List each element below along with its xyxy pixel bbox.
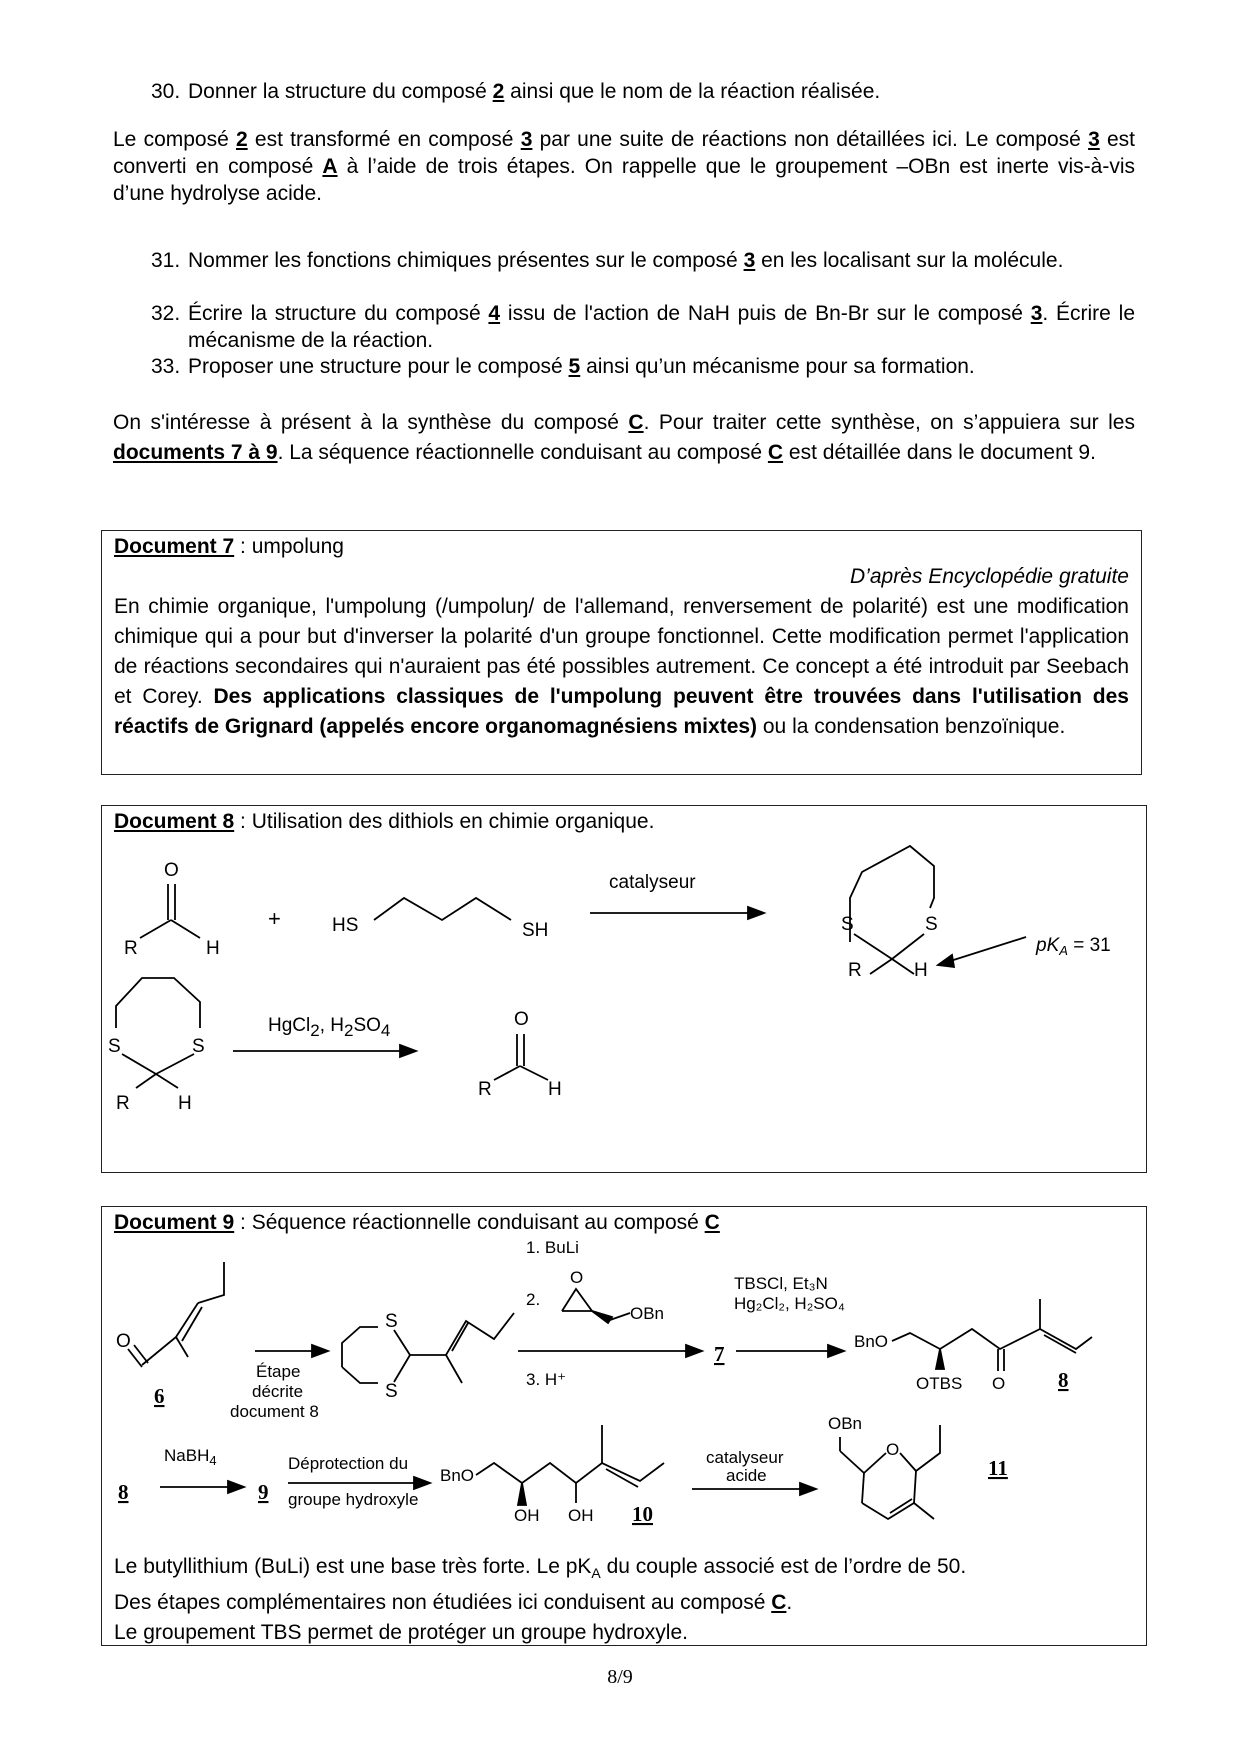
svg-text:S: S (925, 914, 938, 935)
svg-text:H: H (914, 960, 928, 981)
svg-text:H: H (206, 938, 220, 959)
reagent-hg: Hg₂Cl₂, H₂SO₄ (734, 1294, 845, 1313)
dithiane-intermediate-structure (342, 1311, 514, 1402)
svg-text:O: O (992, 1374, 1006, 1393)
reagents-label: HgCl2, H2SO4 (268, 1015, 391, 1040)
intro-paragraph-1: Le composé 2 est transformé en composé 3 par une suite de réactions non détaillées ici. Le composé 3 est converti en composé A à l’aide de trois étapes. On rappelle que le groupement –OBn est inerte vis-à-vis d’une hydrolyse acide. (113, 128, 1136, 205)
svg-text:S: S (192, 1036, 205, 1057)
deprotection-line2: groupe hydroxyle (288, 1490, 419, 1509)
svg-text:H: H (548, 1079, 562, 1100)
step-description-line2: décrite (252, 1382, 304, 1401)
question-number: 30. (151, 80, 181, 103)
step-description-line1: Étape (256, 1362, 301, 1381)
aldehyde-structure (124, 860, 220, 959)
plus-sign: + (268, 906, 281, 931)
intro-paragraph-2: On s'intéresse à présent à la synthèse du composé C. Pour traiter cette synthèse, on s’appuiera sur les documents 7 à 9. La séquence réactionnelle conduisant au composé C est détaillée dans le document 9. (113, 411, 1135, 464)
compound-9-number: 9 (258, 1480, 269, 1504)
pka-arrow (938, 937, 1026, 967)
svg-text:OH: OH (568, 1506, 594, 1525)
reaction-arrow (590, 907, 764, 919)
document-7-title: Document 7 : umpolung (114, 535, 344, 558)
compound-10-number: 10 (632, 1502, 653, 1526)
deprotection-line1: Déprotection du (288, 1454, 409, 1473)
svg-text:S: S (841, 914, 854, 935)
reagent-step-3: 3. H⁺ (526, 1370, 567, 1389)
svg-text:OBn: OBn (630, 1304, 665, 1323)
reagent-tbs: TBSCl, Et₃N (734, 1274, 828, 1293)
propanedithiol-structure (332, 898, 548, 941)
dithiane-reactant-structure (108, 978, 205, 1114)
catalyst-line2: acide (726, 1466, 767, 1485)
arrow-nabh4 (160, 1481, 244, 1493)
compound-11-structure (828, 1414, 940, 1519)
svg-text:BnO: BnO (854, 1332, 889, 1351)
step-description-line3: document 8 (230, 1402, 319, 1421)
svg-text:OBn: OBn (828, 1414, 863, 1433)
svg-text:R: R (124, 938, 138, 959)
compound-11-number: 11 (988, 1456, 1008, 1480)
epoxide-structure (562, 1268, 664, 1323)
reagent-buli: 1. BuLi (526, 1238, 579, 1257)
pka-label: $pK_A = 31$ (1036, 935, 1111, 958)
reagent-step-2: 2. (526, 1290, 541, 1309)
aldehyde-product-structure (478, 1009, 562, 1100)
catalyst-line1: catalyseur (706, 1448, 784, 1467)
svg-text:SH: SH (522, 920, 549, 941)
arrow-step-3 (736, 1345, 844, 1357)
svg-text:S: S (385, 1381, 398, 1402)
document-9-box (101, 1206, 1147, 1646)
svg-text:OH: OH (514, 1506, 540, 1525)
svg-text:OTBS: OTBS (916, 1374, 963, 1393)
svg-text:O: O (570, 1268, 584, 1287)
arrow-deprotection (288, 1477, 430, 1489)
svg-text:BnO: BnO (440, 1466, 475, 1485)
document-8-scheme (102, 806, 1148, 1174)
svg-text:R: R (116, 1093, 130, 1114)
document-7-box (101, 530, 1142, 775)
document-8-box (101, 805, 1147, 1173)
question-30: 30. Donner la structure du composé 2 ainsi que le nom de la réaction réalisée. (151, 80, 881, 103)
compound-8-number-row2: 8 (118, 1480, 129, 1504)
document-9-notes: Le butyllithium (BuLi) est une base très forte. Le $pK_A$ du couple associé est de l’ordre de 50. Des étapes complémentaires non étudiées ici conduisent au composé C. Le groupement TBS permet de protéger un groupe hydroxyle. (114, 1555, 967, 1645)
compound-6-structure (116, 1262, 224, 1367)
svg-text:R: R (478, 1079, 492, 1100)
dithiane-product-structure (841, 846, 938, 981)
svg-text:O: O (514, 1009, 529, 1030)
compound-7-number: 7 (714, 1342, 725, 1366)
document-7-body: En chimie organique, l'umpolung (/umpoluŋ/ de l'allemand, renversement de polarité) est une modification chimique qui a pour but d'inverser la polarité d'un groupe fonctionnel. Cette modification permet l'application de réactions secondaires qui n'auraient pas été possibles autrement. Ce concept a été introduit par Seebach et Corey. Des applications classiques de l'umpolung peuvent être trouvées dans l'utilisation des réactifs de Grignard (appelés encore organomagnésiens mixtes) ou la condensation benzoïnique. (114, 595, 1129, 738)
reaction-arrow-2 (233, 1045, 416, 1057)
page-number: 8/9 (607, 1666, 633, 1688)
document-7-source: D’après Encyclopédie gratuite (850, 565, 1129, 588)
arrow-step-2 (518, 1345, 702, 1357)
svg-text:O: O (116, 1331, 131, 1352)
compound-6-number: 6 (154, 1384, 165, 1408)
arrow-step-1 (255, 1345, 328, 1357)
svg-text:HS: HS (332, 915, 359, 936)
svg-text:H: H (178, 1093, 192, 1114)
document-8-title: Document 8 : Utilisation des dithiols en chimie organique. (114, 810, 655, 833)
question-31: 31. Nommer les fonctions chimiques présentes sur le composé 3 en les localisant sur la molécule. (151, 249, 1064, 272)
compound-10-structure (440, 1425, 664, 1525)
svg-text:S: S (108, 1036, 121, 1057)
svg-text:O: O (164, 860, 179, 881)
compound-8-structure (854, 1299, 1092, 1393)
compound-8-number: 8 (1058, 1368, 1069, 1392)
question-33: 33. Proposer une structure pour le composé 5 ainsi qu’un mécanisme pour sa formation. (151, 355, 975, 378)
reagent-nabh4: NaBH$_4$ (164, 1446, 217, 1468)
catalyst-label: catalyseur (609, 872, 696, 893)
document-9-title: Document 9 : Séquence réactionnelle conduisant au composé C (114, 1211, 720, 1234)
svg-text:S: S (385, 1311, 398, 1332)
question-32: 32. Écrire la structure du composé 4 issu de l'action de NaH puis de Bn-Br sur le composé 3. Écrire le mécanisme de la réaction. (151, 302, 1135, 352)
svg-text:R: R (848, 960, 862, 981)
svg-text:O: O (886, 1440, 900, 1459)
